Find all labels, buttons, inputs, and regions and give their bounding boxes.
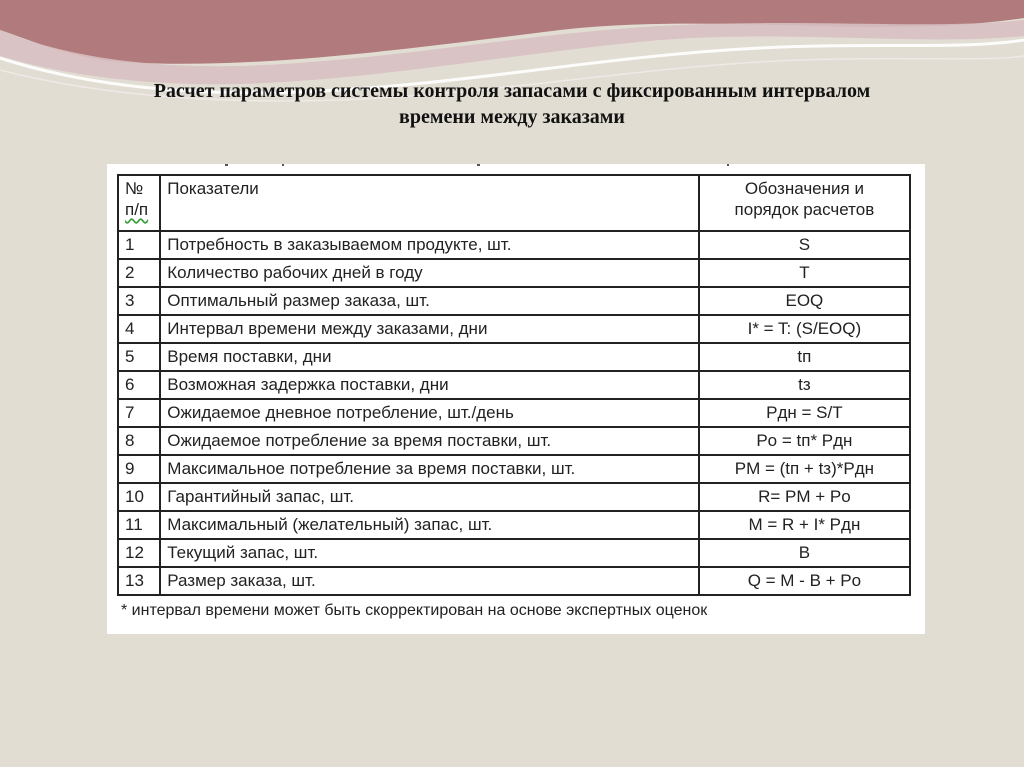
- header-indicator: Показатели: [160, 175, 699, 231]
- header-designation: [699, 175, 910, 231]
- row-number: 1: [118, 231, 160, 259]
- row-indicator: Гарантийный запас, шт.: [160, 483, 699, 511]
- row-number: 10: [118, 483, 160, 511]
- table-row: [118, 567, 910, 595]
- table-row: [118, 287, 910, 315]
- row-designation: Pдн = S/T: [699, 399, 910, 427]
- row-indicator: Потребность в заказываемом продукте, шт.: [160, 231, 699, 259]
- table-row: [118, 399, 910, 427]
- row-indicator: Максимальное потребление за время поставки, шт.: [160, 455, 699, 483]
- table-footnote: * интервал времени может быть скорректирован на основе экспертных оценок: [121, 602, 708, 619]
- row-designation: R= PМ + Pо: [699, 483, 910, 511]
- slide-title: [40, 78, 984, 130]
- table-row: [118, 427, 910, 455]
- table-row: [118, 315, 910, 343]
- table-panel: [107, 164, 925, 634]
- row-indicator: Интервал времени между заказами, дни: [160, 315, 699, 343]
- row-number: 7: [118, 399, 160, 427]
- table-row: [118, 511, 910, 539]
- header-number: [118, 175, 160, 231]
- row-number: 3: [118, 287, 160, 315]
- table-row: [118, 343, 910, 371]
- header-designation-line-1: Обозначения и: [744, 179, 864, 198]
- title-line-1: Расчет параметров системы контроля запасами с фиксированным интервалом: [153, 80, 871, 102]
- row-number: 4: [118, 315, 160, 343]
- title-line-2: времени между заказами: [399, 106, 625, 128]
- row-designation: PМ = (tп + tз)*Pдн: [699, 455, 910, 483]
- row-designation: M = R + I* Pдн: [699, 511, 910, 539]
- row-indicator: Количество рабочих дней в году: [160, 259, 699, 287]
- row-designation: I* = T: (S/EOQ): [699, 315, 910, 343]
- row-designation: T: [699, 259, 910, 287]
- row-number: 5: [118, 343, 160, 371]
- row-number: 12: [118, 539, 160, 567]
- table-row: [118, 483, 910, 511]
- row-number: 2: [118, 259, 160, 287]
- row-number: 13: [118, 567, 160, 595]
- table-row: [118, 455, 910, 483]
- table-header-row: [118, 175, 910, 231]
- row-indicator: Ожидаемое дневное потребление, шт./день: [160, 399, 699, 427]
- table-row: [118, 371, 910, 399]
- row-designation: Pо = tп* Pдн: [699, 427, 910, 455]
- row-indicator: Максимальный (желательный) запас, шт.: [160, 511, 699, 539]
- row-number: 8: [118, 427, 160, 455]
- row-indicator: Время поставки, дни: [160, 343, 699, 371]
- table-row: [118, 539, 910, 567]
- row-number: 6: [118, 371, 160, 399]
- panel-top-artifacts: [107, 164, 925, 170]
- table-body: [118, 231, 910, 595]
- row-number: 9: [118, 455, 160, 483]
- row-designation: Q = M - B + Pо: [699, 567, 910, 595]
- row-indicator: Ожидаемое потребление за время поставки, шт.: [160, 427, 699, 455]
- parameters-table: [117, 174, 911, 596]
- row-designation: tп: [699, 343, 910, 371]
- row-designation: EOQ: [699, 287, 910, 315]
- header-designation-line-2: порядок расчетов: [734, 200, 875, 219]
- header-number-line-2: п/п: [125, 200, 149, 219]
- row-indicator: Возможная задержка поставки, дни: [160, 371, 699, 399]
- row-indicator: Оптимальный размер заказа, шт.: [160, 287, 699, 315]
- row-designation: S: [699, 231, 910, 259]
- row-designation: B: [699, 539, 910, 567]
- row-indicator: Текущий запас, шт.: [160, 539, 699, 567]
- table-row: [118, 231, 910, 259]
- row-indicator: Размер заказа, шт.: [160, 567, 699, 595]
- row-number: 11: [118, 511, 160, 539]
- row-designation: tз: [699, 371, 910, 399]
- table-row: [118, 259, 910, 287]
- header-number-line-1: №: [125, 179, 144, 198]
